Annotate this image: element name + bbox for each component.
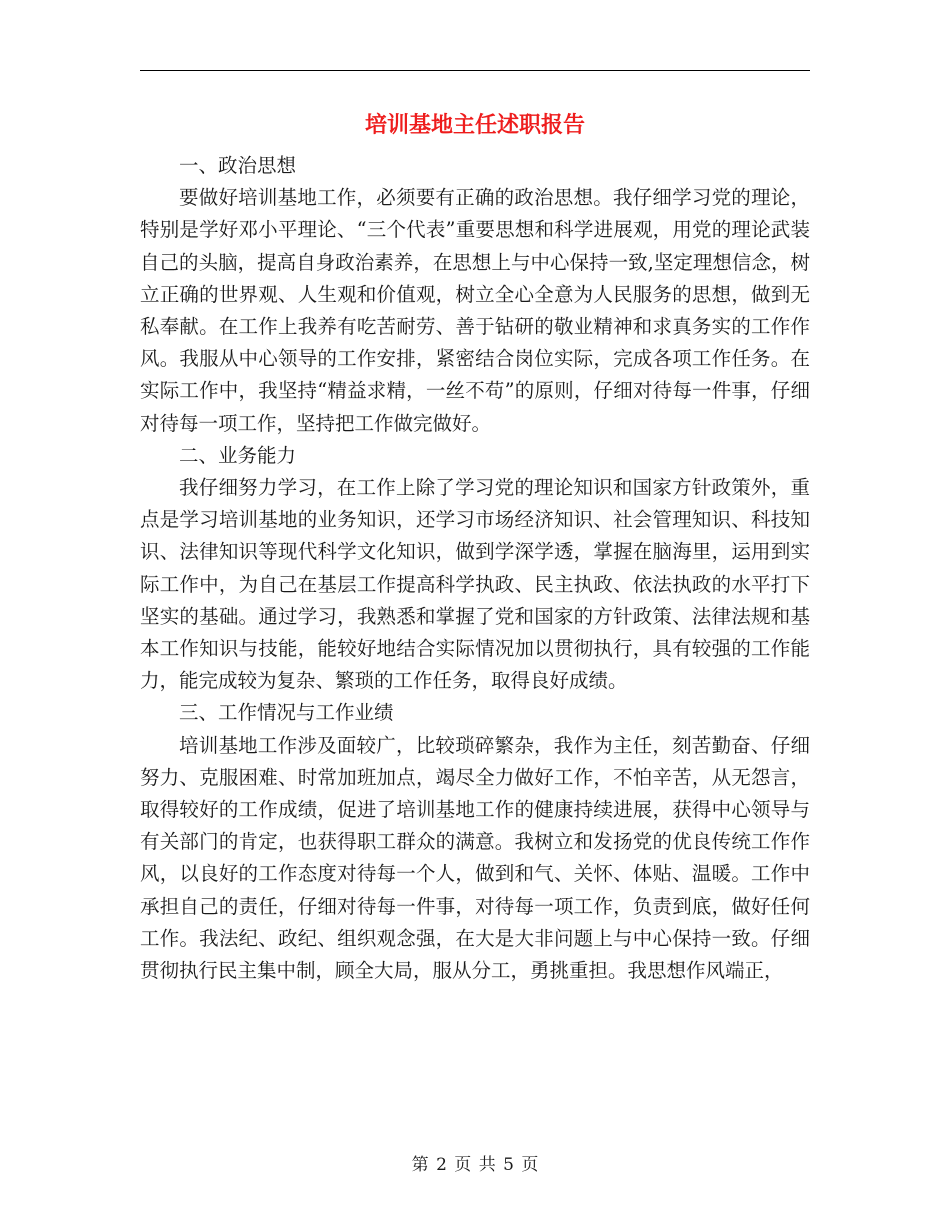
- paragraph-political-thought: 要做好培训基地工作，必须要有正确的政治思想。我仔细学习党的理论，特别是学好邓小平理论、“三个代表”重要思想和科学进展观，用党的理论武装自己的头脑，提高自身政治素养，在思想上与中心保持一致,坚定理想信念，树立正确的世界观、人生观和价值观，树立全心全意为人民服务的思想，做到无私奉献。在工作上我养有吃苦耐劳、善于钻研的敬业精神和求真务实的工作作风。我服从中心领导的工作安排，紧密结合岗位实际，完成各项工作任务。在实际工作中，我坚持“精益求精，一丝不苟”的原则，仔细对待每一件事，仔细对待每一项工作，坚持把工作做完做好。: [140, 186, 810, 435]
- section-heading-business-ability: 二、业务能力: [179, 443, 297, 467]
- header-rule: [140, 70, 810, 71]
- document-title: 培训基地主任述职报告: [364, 112, 585, 138]
- section-heading-political-thought: 一、政治思想: [179, 154, 297, 177]
- paragraph-work-performance: 培训基地工作涉及面较广，比较琐碎繁杂，我作为主任，刻苦勤奋、仔细努力、克服困难、时常加班加点，竭尽全力做好工作，不怕辛苦，从无怨言，取得较好的工作成绩，促进了培训基地工作的健康持续进展，获得中心领导与有关部门的肯定，也获得职工群众的满意。我树立和发扬党的优良传统工作作风，以良好的工作态度对待每一个人，做到和气、关怀、体贴、温暖。工作中承担自己的责任，仔细对待每一件事，对待每一项工作，负责到底，做好任何工作。我法纪、政纪、组织观念强，在大是大非问题上与中心保持一致。仔细贯彻执行民主集中制，顾全大局，服从分工，勇挑重担。我思想作风端正，: [140, 733, 810, 983]
- section-heading-work-performance: 三、工作情况与工作业绩: [179, 701, 394, 725]
- page-number-footer: 第 2 页 共 5 页: [411, 1155, 539, 1175]
- document-body: [140, 150, 810, 987]
- paragraph-business-ability: 我仔细努力学习，在工作上除了学习党的理论知识和国家方针政策外，重点是学习培训基地的业务知识，还学习市场经济知识、社会管理知识、科技知识、法律知识等现代科学文化知识，做到学深学透，掌握在脑海里，运用到实际工作中，为自己在基层工作提高科学执政、民主执政、依法执政的水平打下坚实的基础。通过学习，我熟悉和掌握了党和国家的方针政策、法律法规和基本工作知识与技能，能较好地结合实际情况加以贯彻执行，具有较强的工作能力，能完成较为复杂、繁琐的工作任务，取得良好成绩。: [140, 476, 810, 693]
